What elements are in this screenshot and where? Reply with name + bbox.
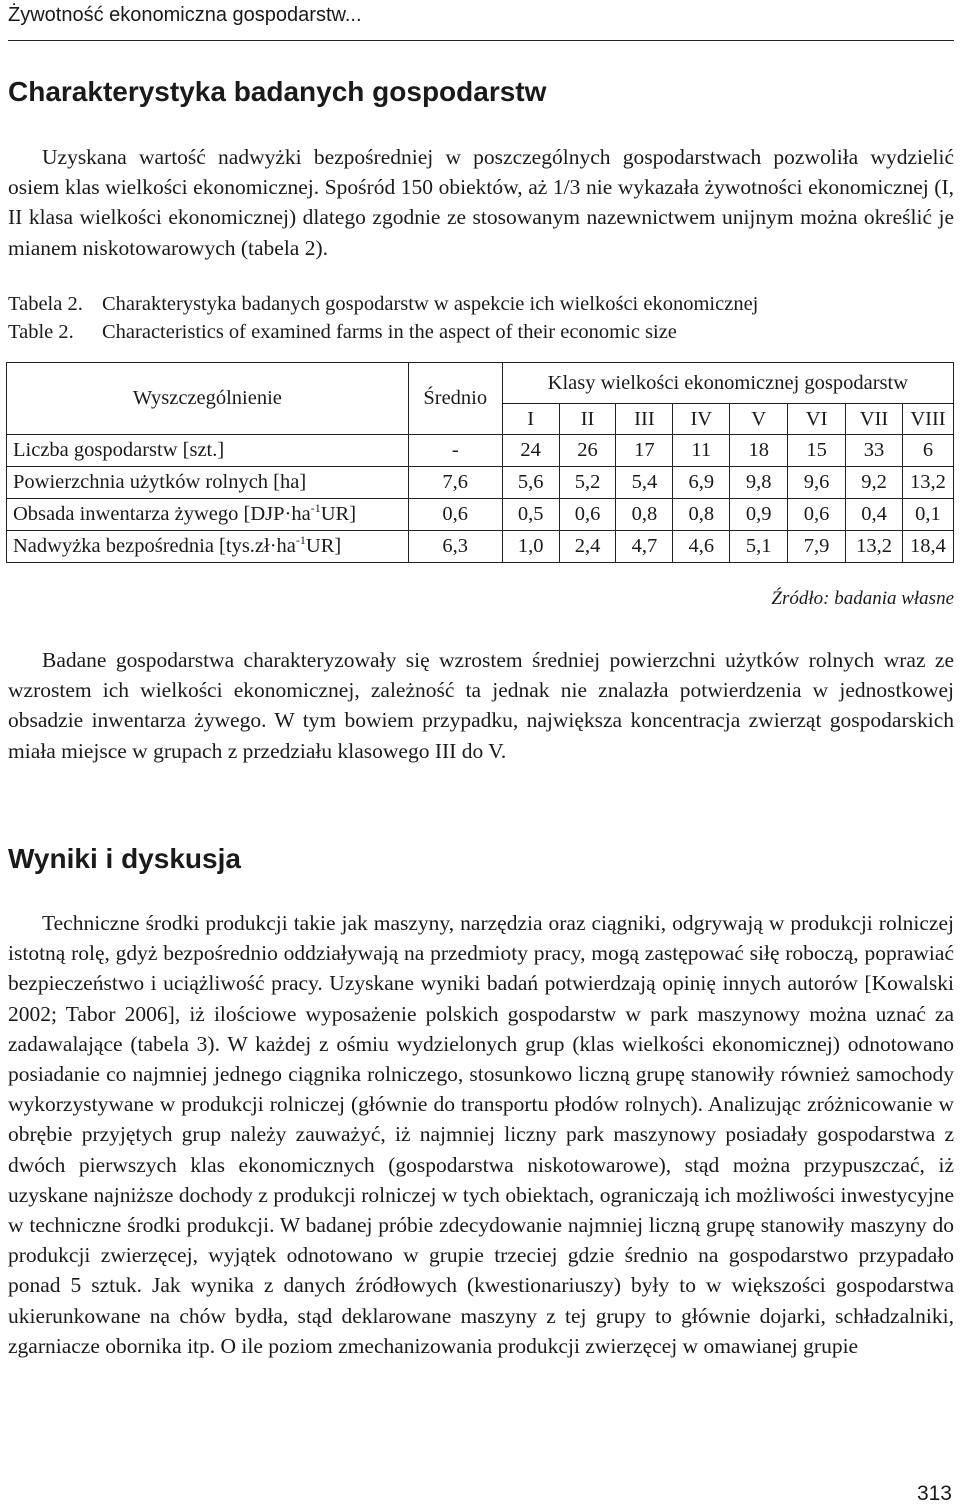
cell-average: 7,6 [408, 467, 502, 499]
table-cell: 5,4 [616, 467, 673, 499]
table-cell: 15 [788, 435, 846, 467]
table-cell: 5,2 [559, 467, 616, 499]
table-cell: 26 [559, 435, 616, 467]
header-class: VIII [902, 404, 953, 435]
row-label-main: Nadwyżka bezpośrednia [tys.zł·ha [13, 535, 296, 557]
table-cell: 0,5 [502, 499, 559, 531]
header-class: IV [673, 404, 730, 435]
caption-en-text: Characteristics of examined farms in the aspect of their economic size [102, 321, 677, 343]
table-cell: 0,9 [730, 499, 788, 531]
cell-average: 6,3 [408, 531, 502, 563]
table-caption [8, 290, 758, 346]
table-cell: 13,2 [902, 467, 953, 499]
table-cell: 11 [673, 435, 730, 467]
table-header-row [7, 363, 954, 404]
header-class: VII [846, 404, 903, 435]
row-label [7, 531, 409, 563]
header-class: I [502, 404, 559, 435]
header-average: Średnio [408, 363, 502, 435]
table-cell: 5,1 [730, 531, 788, 563]
table-cell: 1,0 [502, 531, 559, 563]
table-cell: 0,8 [673, 499, 730, 531]
table-source-note: Źródło: badania własne [771, 588, 954, 609]
table-cell: 9,8 [730, 467, 788, 499]
running-head: Żywotność ekonomiczna gospodarstw... [8, 4, 362, 26]
caption-pl-text: Charakterystyka badanych gospodarstw w aspekcie ich wielkości ekonomicznej [102, 293, 759, 315]
table-cell: 7,9 [788, 531, 846, 563]
paragraph-results: Techniczne środki produkcji takie jak maszyny, narzędzia oraz ciągniki, odgrywają w produkcji rolniczej istotną rolę, gdyż bezpośrednio oddziaływają na przedmioty pracy, mogą zastępować siłę roboczą, poprawiać bezpieczeństwo i uciążliwość pracy. Uzyskane wyniki badań potwierdzają opinię innych autorów [Kowalski 2002; Tabor 2006], iż ilościowe wyposażenie polskich gospodarstw w park maszynowy można uznać za zadawalające (tabela 3). W każdej z ośmiu wydzielonych grup (klas wielkości ekonomicznej) odnotowano posiadanie co najmniej jednego ciągnika rolniczego, stosunkowo liczną grupę stanowiły również samochody wykorzystywane w produkcji rolniczej (głównie do transportu płodów rolnych). Analizując zróżnicowanie w obrębie przyjętych grup należy zauważyć, iż najmniej liczny park maszynowy posiadały gospodarstwa z dwóch pierwszych klas ekonomicznych (gospodarstwa niskotowarowe), stąd można przypuszczać, iż uzyskane najniższe dochody z produkcji rolniczej w tych obiektach, ograniczają ich możliwości inwestycyjne w techniczne środki produkcji. W badanej próbie zdecydowanie najmniej liczną grupę stanowiły maszyny do produkcji zwierzęcej, wyjątek odnotowano w grupie trzeciej gdzie średnio na gospodarstwo przypadało ponad 5 sztuk. Jak wynika z danych źródłowych (kwestionariuszy) były to w większości gospodarstwa ukierunkowane na chów bydła, stąd deklarowane maszyny z tej grupy to głównie dojarki, schładzalniki, zgarniacze obornika itp. O ile poziom zmechanizowania produkcji zwierzęcej w omawianej grupie [8, 911, 954, 1358]
table-row [7, 531, 954, 563]
table-cell: 18 [730, 435, 788, 467]
cell-average: 0,6 [408, 499, 502, 531]
table-cell: 5,6 [502, 467, 559, 499]
table-cell: 24 [502, 435, 559, 467]
header-class: II [559, 404, 616, 435]
table-cell: 9,2 [846, 467, 903, 499]
table-cell: 13,2 [846, 531, 903, 563]
header-economic-classes: Klasy wielkości ekonomicznej gospodarstw [502, 363, 953, 404]
table-cell: 0,6 [788, 499, 846, 531]
table-cell: 4,7 [616, 531, 673, 563]
caption-pl-label: Tabela 2. [8, 293, 83, 315]
table-cell: 6,9 [673, 467, 730, 499]
header-rule [8, 40, 954, 41]
row-label [7, 499, 409, 531]
paragraph-analysis: Badane gospodarstwa charakteryzowały się wzrostem średniej powierzchni użytków rolnych wraz ze wzrostem ich wielkości ekonomicznej, zależność ta jednak nie znalazła potwierdzenia w jednostkowej obsadzie inwentarza żywego. W tym bowiem przypadku, największa koncentracja zwierząt gospodarskich miała miejsce w grupach z przedziału klasowego III do V. [8, 648, 954, 763]
farm-characteristics-table [6, 362, 954, 563]
table-caption-pl [8, 290, 758, 318]
row-label: Liczba gospodarstw [szt.] [7, 435, 409, 467]
table-row [7, 499, 954, 531]
table-caption-en [8, 318, 758, 346]
table-cell: 0,1 [902, 499, 953, 531]
table-cell: 2,4 [559, 531, 616, 563]
table-row [7, 435, 954, 467]
row-label-unit: UR] [305, 535, 342, 557]
page-number: 313 [916, 1482, 952, 1505]
table-cell: 0,4 [846, 499, 903, 531]
table-cell: 0,6 [559, 499, 616, 531]
table-cell: 17 [616, 435, 673, 467]
cell-average: - [408, 435, 502, 467]
header-description: Wyszczególnienie [7, 363, 409, 435]
table-row [7, 467, 954, 499]
row-label-superscript: -1 [295, 533, 306, 547]
table-cell: 6 [902, 435, 953, 467]
table-cell: 4,6 [673, 531, 730, 563]
paragraph-intro: Uzyskana wartość nadwyżki bezpośredniej w poszczególnych gospodarstwach pozwoliła wydzielić osiem klas wielkości ekonomicznej. Spośród 150 obiektów, aż 1/3 nie wykazała żywotności ekonomicznej (I, II klasa wielkości ekonomicznej) dlatego zgodnie ze stosowanym nazewnictwem unijnym można określić je mianem niskotowarowych (tabela 2). [8, 145, 954, 260]
row-label-main: Obsada inwentarza żywego [DJP·ha [13, 503, 311, 525]
table-cell: 33 [846, 435, 903, 467]
header-class: III [616, 404, 673, 435]
row-label-superscript: -1 [310, 501, 321, 515]
section-heading-characteristics: Charakterystyka badanych gospodarstw [8, 76, 547, 107]
table-cell: 18,4 [902, 531, 953, 563]
section-heading-results: Wyniki i dyskusja [8, 843, 241, 874]
header-class: VI [788, 404, 846, 435]
table-cell: 9,6 [788, 467, 846, 499]
header-class: V [730, 404, 788, 435]
table-cell: 0,8 [616, 499, 673, 531]
row-label: Powierzchnia użytków rolnych [ha] [7, 467, 409, 499]
caption-en-label: Table 2. [8, 321, 74, 343]
row-label-unit: UR] [320, 503, 357, 525]
